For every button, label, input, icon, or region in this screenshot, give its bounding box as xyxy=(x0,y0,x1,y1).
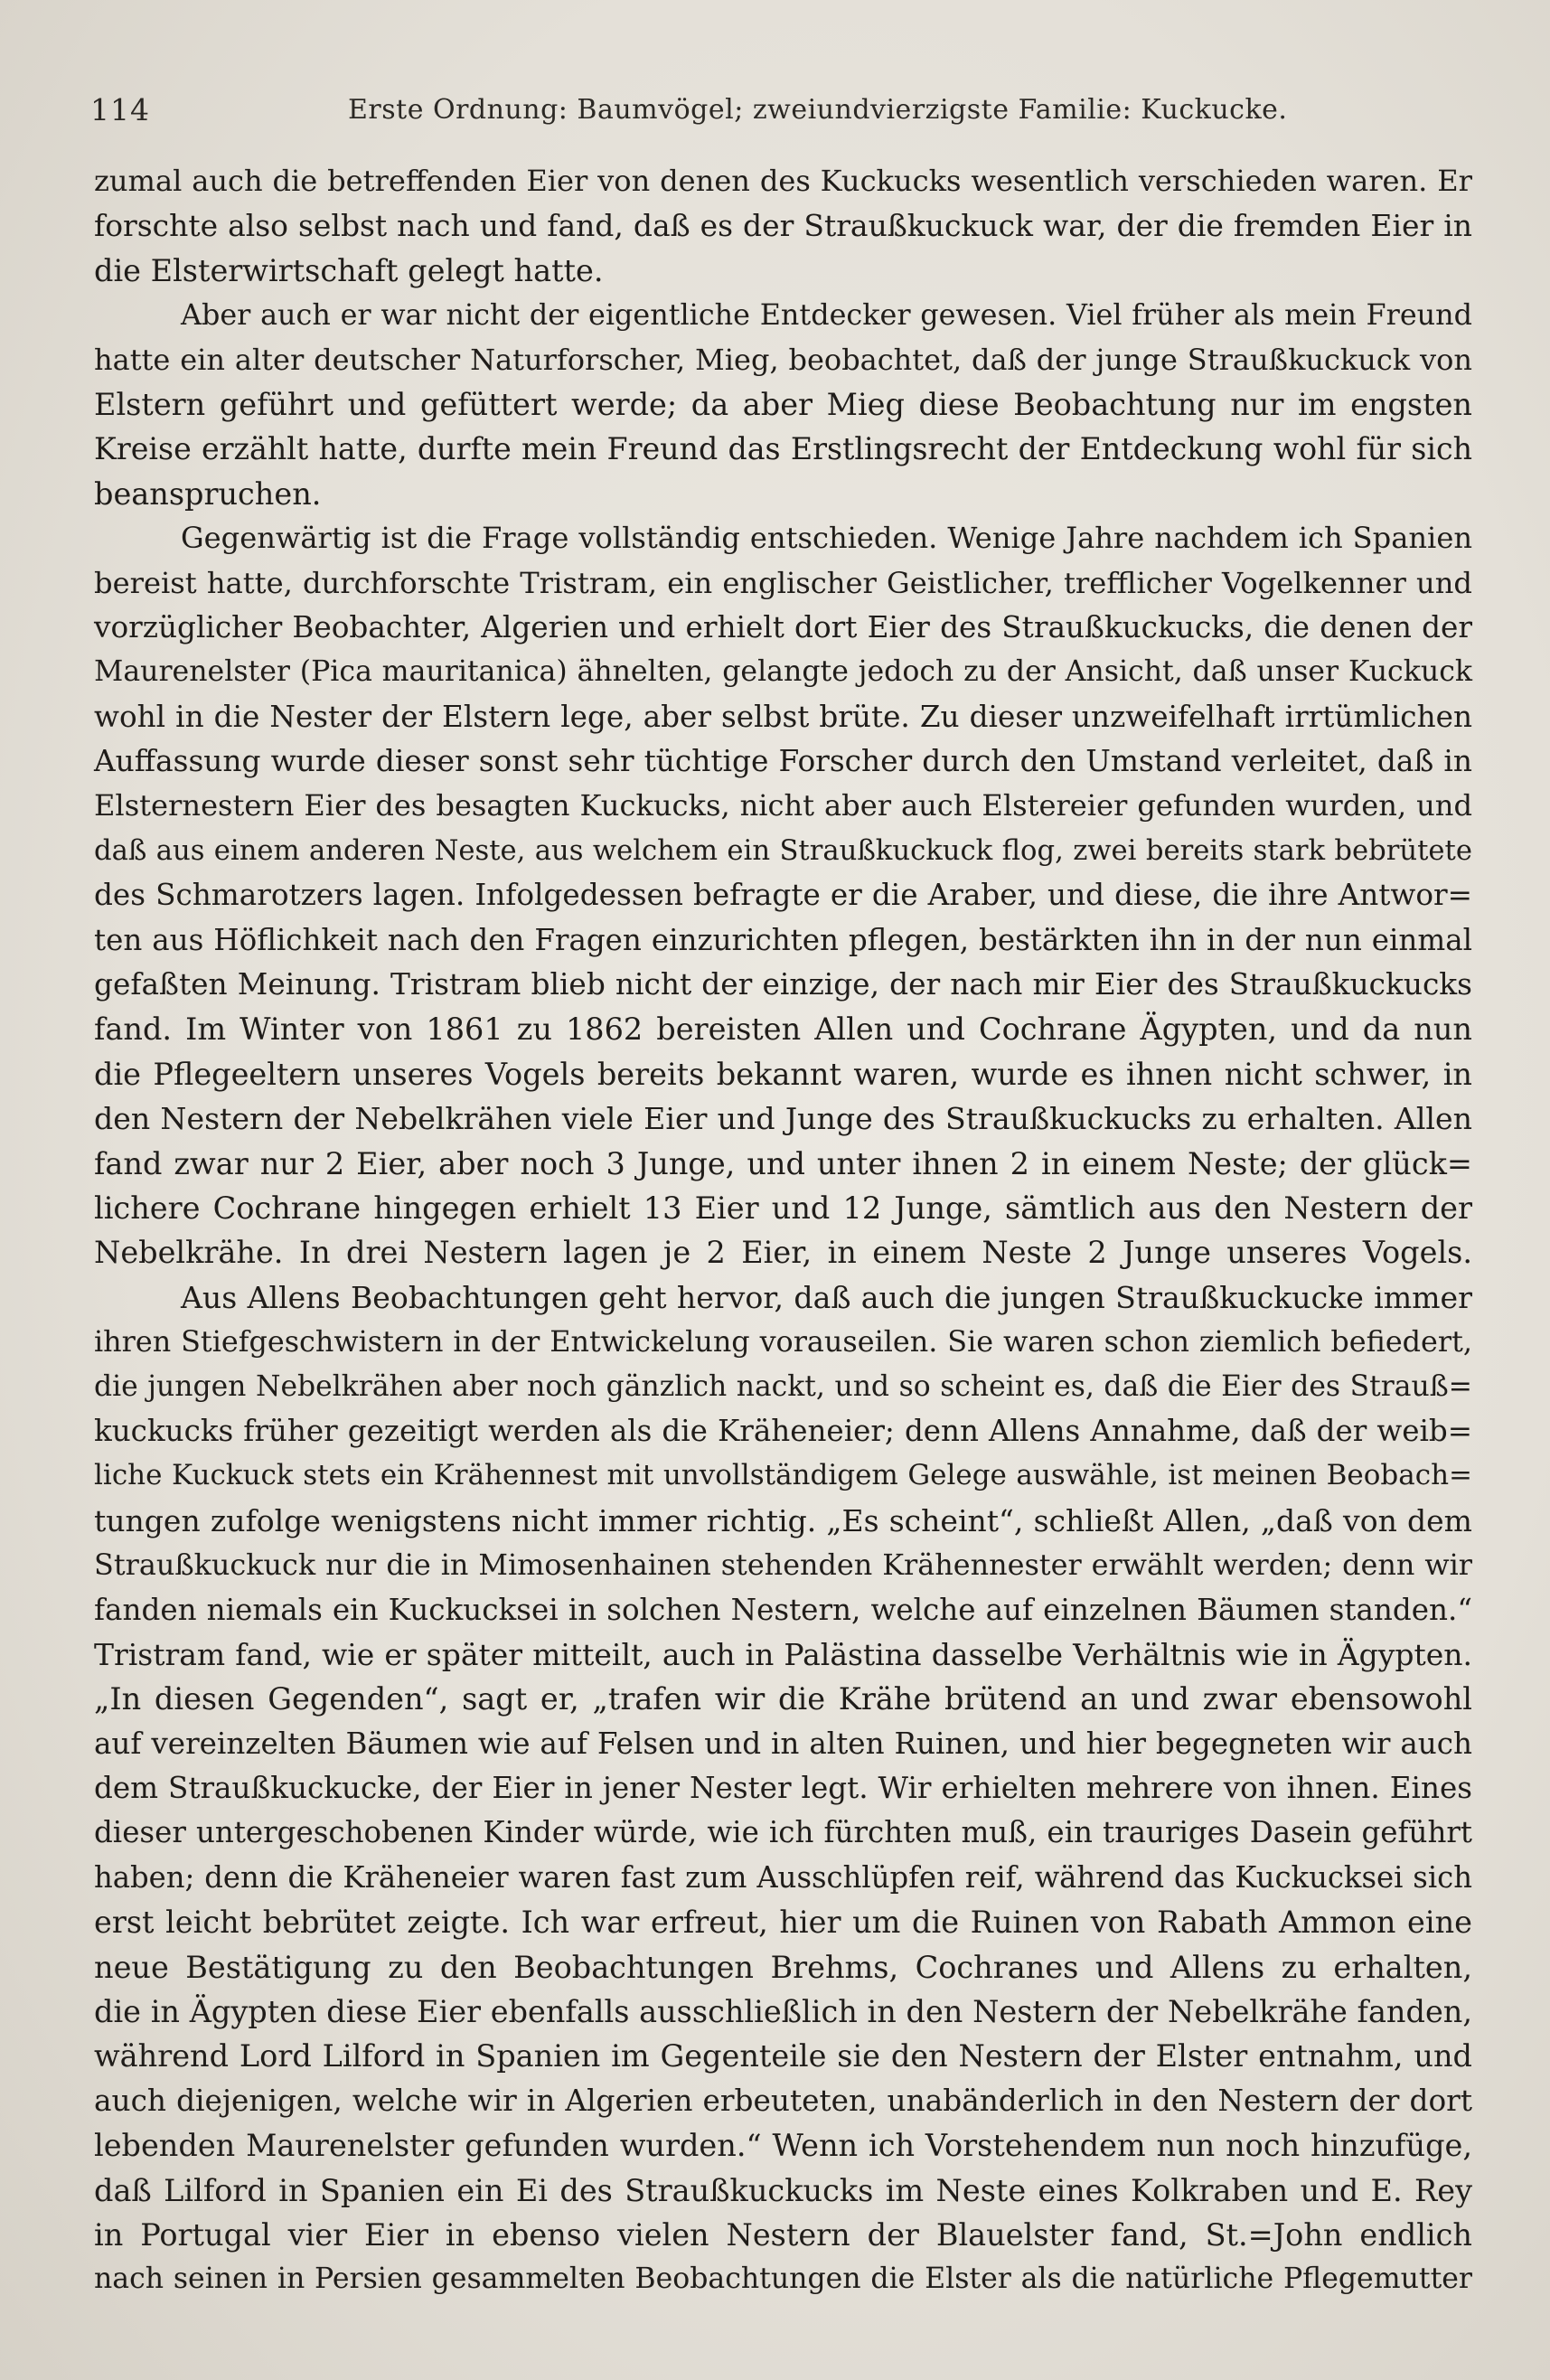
text-line: die in Ägypten diese Eier ebenfalls ausschließlich in den Nestern der Nebelkrähe fanden, xyxy=(94,1994,1472,2030)
text-line: zumal auch die betreffenden Eier von denen des Kuckucks wesentlich verschieden waren. Er xyxy=(94,164,1472,198)
text-line: den Nestern der Nebelkrähen viele Eier und Junge des Straußkuckucks zu erhalten. Allen xyxy=(94,1101,1472,1137)
text-line: daß Lilford in Spanien ein Ei des Straußkuckucks im Neste eines Kolkraben und E. Rey xyxy=(94,2172,1472,2208)
text-line: fand. Im Winter von 1861 zu 1862 bereisten Allen und Cochrane Ägypten, und da nun xyxy=(94,1011,1472,1048)
text-line: fand zwar nur 2 Eier, aber noch 3 Junge, und unter ihnen 2 in einem Neste; der glück= xyxy=(94,1145,1472,1181)
text-line: die Elsterwirtschaft gelegt hatte. xyxy=(94,252,604,288)
text-line: Maurenelster (Pica mauritanica) ähnelten, gelangte jedoch zu der Ansicht, daß unser Kuckuck xyxy=(94,655,1472,689)
text-line: Aber auch er war nicht der eigentliche Entdecker gewesen. Viel früher als mein Freund xyxy=(181,297,1472,333)
text-line: während Lord Lilford in Spanien im Gegenteile sie den Nestern der Elster entnahm, und xyxy=(94,2038,1472,2074)
text-line: Aus Allens Beobachtungen geht hervor, daß auch die jungen Straußkuckucke immer xyxy=(181,1279,1472,1315)
text-line: nach seinen in Persien gesammelten Beobachtungen die Elster als die natürliche Pflegemutter xyxy=(94,2262,1472,2296)
text-line: lichere Cochrane hingegen erhielt 13 Eier und 12 Junge, sämtlich aus den Nestern der xyxy=(94,1190,1472,1226)
text-line: des Schmarotzers lagen. Infolgedessen befragte er die Araber, und diese, die ihre Antwor= xyxy=(94,878,1472,913)
running-head: Erste Ordnung: Baumvögel; zweiundvierzigste Familie: Kuckucke. xyxy=(348,94,1288,126)
text-line: wohl in die Nester der Elstern lege, aber selbst brüte. Zu dieser unzweifelhaft irrtümlichen xyxy=(94,699,1472,734)
page-number: 114 xyxy=(90,92,150,127)
text-line: die jungen Nebelkrähen aber noch gänzlich nackt, und so scheint es, daß die Eier des Strauß= xyxy=(94,1369,1472,1403)
text-line: Straußkuckuck nur die in Mimosenhainen stehenden Krähennester erwählt werden; denn wir xyxy=(94,1547,1472,1583)
text-line: hatte ein alter deutscher Naturforscher, Mieg, beobachtet, daß der junge Straußkuckuck von xyxy=(94,342,1472,377)
text-line: in Portugal vier Eier in ebenso vielen Nestern der Blauelster fand, St.=John endlich xyxy=(94,2216,1472,2253)
text-line: tungen zufolge wenigstens nicht immer richtig. „Es scheint“, schließt Allen, „daß von dem xyxy=(94,1502,1472,1538)
text-line: bereist hatte, durchforschte Tristram, ein englischer Geistlicher, trefflicher Vogelkenner und xyxy=(94,565,1472,600)
text-line: lebenden Maurenelster gefunden wurden.“ Wenn ich Vorstehendem nun noch hinzufüge, xyxy=(94,2128,1472,2164)
text-line: neue Bestätigung zu den Beobachtungen Brehms, Cochranes und Allens zu erhalten, xyxy=(94,1949,1472,1985)
text-line: Elsternestern Eier des besagten Kuckucks, nicht aber auch Elstereier gefunden wurden, und xyxy=(94,788,1472,823)
text-line: Gegenwärtig ist die Frage vollständig entschieden. Wenige Jahre nachdem ich Spanien xyxy=(181,521,1472,556)
text-line: ihren Stiefgeschwistern in der Entwickelung vorauseilen. Sie waren schon ziemlich befiedert, xyxy=(94,1324,1472,1359)
text-line: auf vereinzelten Bäumen wie auf Felsen und in alten Ruinen, und hier begegneten wir auch xyxy=(94,1726,1472,1761)
text-line: „In diesen Gegenden“, sagt er, „trafen wir die Krähe brütend an und zwar ebensowohl xyxy=(94,1681,1472,1717)
text-line: ten aus Höflichkeit nach den Fragen einzurichten pflegen, bestärkten ihn in der nun einmal xyxy=(94,922,1472,957)
text-line: auch diejenigen, welche wir in Algerien erbeuteten, unabänderlich in den Nestern der dort xyxy=(94,2083,1472,2118)
text-line: vorzüglicher Beobachter, Algerien und erhielt dort Eier des Straußkuckucks, die denen der xyxy=(94,609,1472,644)
text-line: die Pflegeeltern unseres Vogels bereits bekannt waren, wurde es ihnen nicht schwer, in xyxy=(94,1056,1472,1092)
text-line: Auffassung wurde dieser sonst sehr tüchtige Forscher durch den Umstand verleitet, daß in xyxy=(94,744,1472,779)
page-header xyxy=(90,87,1473,134)
text-line: Kreise erzählt hatte, durfte mein Freund das Erstlingsrecht der Entdeckung wohl für sich xyxy=(94,431,1472,467)
text-line: kuckucks früher gezeitigt werden als die Kräheneier; denn Allens Annahme, daß der weib= xyxy=(94,1413,1472,1448)
text-line: gefaßten Meinung. Tristram blieb nicht der einzige, der nach mir Eier des Straußkuckucks xyxy=(94,967,1472,1002)
text-line: dem Straußkuckucke, der Eier in jener Nester legt. Wir erhielten mehrere von ihnen. Eines xyxy=(94,1771,1472,1806)
text-line: erst leicht bebrütet zeigte. Ich war erfreut, hier um die Ruinen von Rabath Ammon eine xyxy=(94,1905,1472,1941)
text-line: beanspruchen. xyxy=(94,475,322,512)
text-line: Tristram fand, wie er später mitteilt, auch in Palästina dasselbe Verhältnis wie in Ägypten. xyxy=(94,1636,1472,1672)
text-line: daß aus einem anderen Neste, aus welchem ein Straußkuckuck flog, zwei bereits stark bebrütete xyxy=(94,834,1472,867)
text-line: Nebelkrähe. In drei Nestern lagen je 2 Eier, in einem Neste 2 Junge unseres Vogels. xyxy=(94,1235,1472,1271)
body-text xyxy=(94,159,1472,2302)
text-line: forschte also selbst nach und fand, daß es der Straußkuckuck war, der die fremden Eier in xyxy=(94,208,1472,244)
text-line: liche Kuckuck stets ein Krähennest mit unvollständigem Gelege auswähle, ist meinen Beobach= xyxy=(94,1459,1472,1492)
text-line: fanden niemals ein Kuckucksei in solchen Nestern, welche auf einzelnen Bäumen standen.“ xyxy=(94,1592,1472,1627)
text-line: haben; denn die Kräheneier waren fast zum Ausschlüpfen reif, während das Kuckucksei sich xyxy=(94,1859,1472,1895)
text-line: Elstern geführt und gefüttert werde; da aber Mieg diese Beobachtung nur im engsten xyxy=(94,386,1472,422)
text-line: dieser untergeschobenen Kinder würde, wie ich fürchten muß, ein trauriges Dasein geführt xyxy=(94,1815,1472,1850)
